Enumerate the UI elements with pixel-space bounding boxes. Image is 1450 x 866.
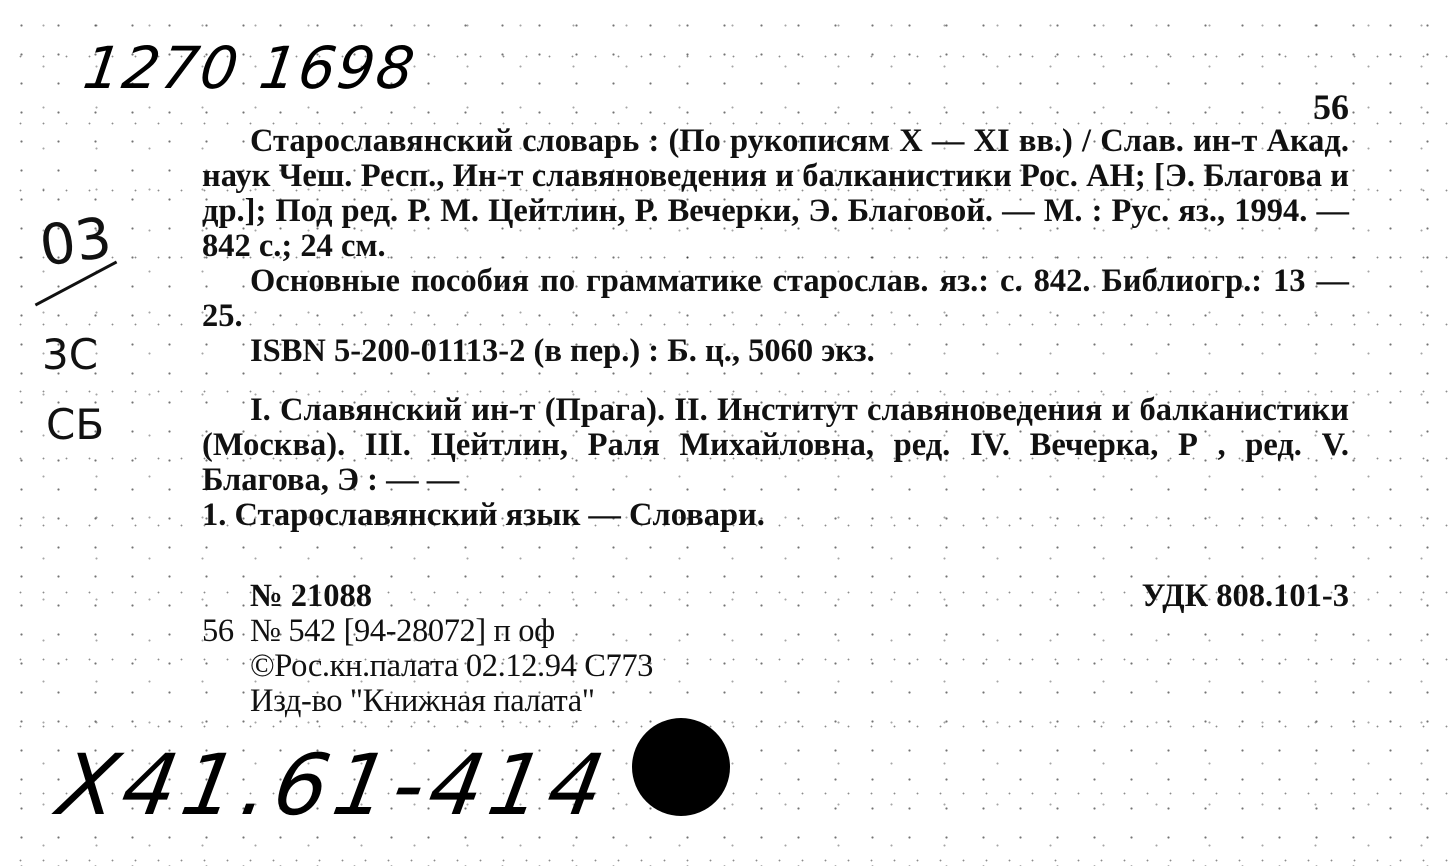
order-line bbox=[202, 614, 1349, 649]
handwritten-classification: Х41.61-414 bbox=[51, 736, 618, 834]
udk-code: УДК 808.101-3 bbox=[1141, 578, 1349, 614]
order-text: № 542 [94-28072] п оф bbox=[250, 613, 555, 649]
punch-hole-mark bbox=[632, 718, 730, 816]
bibliographic-entry bbox=[202, 124, 1349, 719]
margin-mark-sb: СБ bbox=[46, 400, 105, 449]
added-entries-paragraph: I. Славянский ин-т (Прага). II. Институт славяноведения и балканистики (Москва). III. Цейтлин, Раля Михайловна, ред. IV. Вечерка, Р , ред. V. Благова, Э : — — bbox=[202, 392, 1349, 498]
copyright-line: ©Рос.кн.палата 02.12.94 С773 bbox=[250, 648, 654, 684]
notes-paragraph: Основные пособия по грамматике старослав. яз.: с. 842. Библиогр.: 13 — 25. bbox=[202, 263, 1349, 334]
margin-mark-03: 03 bbox=[35, 205, 116, 280]
margin-mark-3c: 3C bbox=[42, 330, 99, 379]
handwritten-top-number: 1270 1698 bbox=[79, 34, 421, 102]
title-paragraph: Старославянский словарь : (По рукописям X — XI вв.) / Слав. ин-т Акад. наук Чеш. Респ., Ин-т славяноведения и балканистики Рос. АН; [Э. Благова и др.]; Под ред. Р. М. Цейтлин, Р. Вечерки, Э. Благовой. — М. : Рус. яз., 1994. — 842 с.; 24 см. bbox=[202, 123, 1349, 264]
card-number: 56 bbox=[1313, 87, 1349, 127]
subject-heading: 1. Старославянский язык — Словари. bbox=[202, 497, 765, 533]
order-prefix: 56 bbox=[202, 613, 234, 649]
isbn-line: ISBN 5-200-01113-2 (в пер.) : Б. ц., 5060 экз. bbox=[250, 333, 875, 369]
footer-number-row bbox=[202, 579, 1349, 614]
publisher-line: Изд-во "Книжная палата" bbox=[250, 683, 595, 719]
registration-number: № 21088 bbox=[250, 578, 373, 614]
